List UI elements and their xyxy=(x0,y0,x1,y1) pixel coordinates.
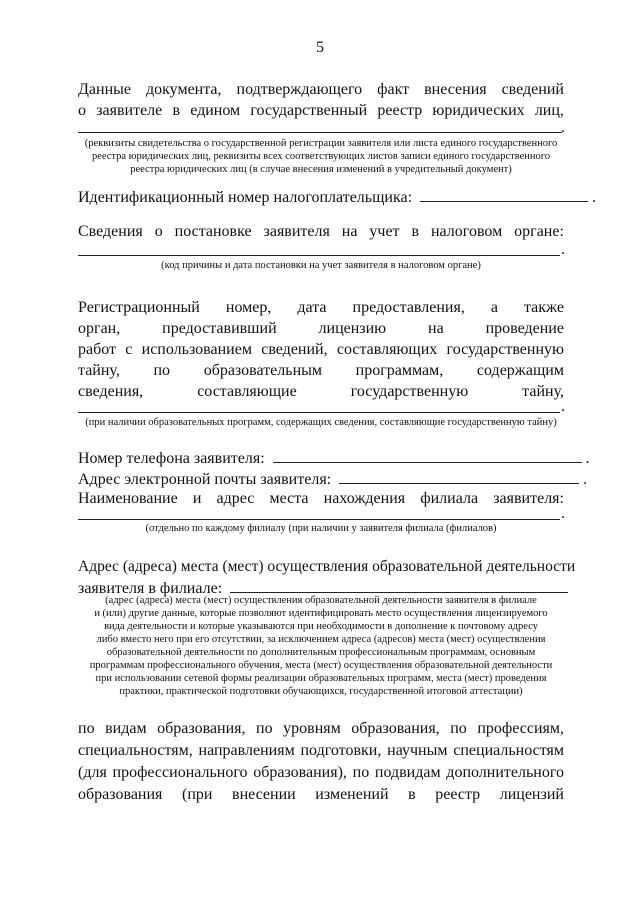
word: документа, xyxy=(145,81,222,98)
word: дата xyxy=(297,299,327,316)
word: заявителя xyxy=(263,223,330,240)
programs-line-2 xyxy=(78,741,564,761)
branch-address-note-1: (адрес (адреса) места (мест) осуществления образовательной деятельности заявителя в филиале xyxy=(105,595,537,606)
license-note: (при наличии образовательных программ, содержащих сведения, составляющие государственную тайну) xyxy=(85,417,557,428)
word: использованием xyxy=(141,341,252,358)
egrul-note-1: (реквизиты свидетельства о государственной регистрации заявителя или листа единого государственного xyxy=(84,138,558,149)
tax-note: (код причины и дата постановки на учет заявителя в налоговом органе) xyxy=(161,260,481,271)
word: работ xyxy=(78,341,117,358)
license-line-4 xyxy=(78,361,564,381)
word: специальностям xyxy=(453,742,564,759)
word: направлениям xyxy=(198,742,295,759)
word: профессиям, xyxy=(477,720,564,737)
word: лицензию xyxy=(318,320,387,337)
phone-field[interactable] xyxy=(273,447,582,463)
programs-line-1 xyxy=(78,719,564,739)
word: нахождения xyxy=(323,490,406,507)
word: образования, xyxy=(351,720,440,737)
word: заявителя: xyxy=(493,490,564,507)
word: по xyxy=(153,362,171,379)
license-line-5 xyxy=(78,382,564,402)
word: едином xyxy=(190,102,241,119)
branch-address-note-8: практики, практической подготовки обучающихся, государственной итоговой аттестации) xyxy=(119,686,523,697)
word: Регистрационный xyxy=(78,299,200,316)
word: образовательным xyxy=(203,362,322,379)
phone-row xyxy=(78,447,590,469)
tax-fill-end: . xyxy=(561,241,565,258)
inn-label: Идентификационный номер налогоплательщика: xyxy=(78,189,413,206)
word: юридических xyxy=(432,102,525,119)
word: государственную xyxy=(350,383,469,400)
word: учет xyxy=(369,223,400,240)
word: по xyxy=(256,720,273,737)
word: образования xyxy=(78,786,163,803)
word: сведений, xyxy=(261,341,328,358)
branch-fill-line[interactable] xyxy=(78,519,560,520)
word: сведения, xyxy=(78,383,144,400)
word: орган, xyxy=(78,320,121,337)
word: постановке xyxy=(174,223,252,240)
word: научным xyxy=(387,742,448,759)
word: уровням xyxy=(283,720,341,737)
branch-address-line-1: Адрес (адреса) места (мест) осуществления образовательной деятельности xyxy=(78,558,576,575)
word: образования), xyxy=(253,764,347,781)
word: проведение xyxy=(485,320,564,337)
phone-field-end: . xyxy=(585,450,590,467)
word: программам, xyxy=(355,362,444,379)
inn-field[interactable] xyxy=(420,186,588,202)
word: лиц, xyxy=(534,102,564,119)
word: видам xyxy=(105,720,147,737)
word: по xyxy=(352,764,370,781)
word: на xyxy=(428,320,444,337)
branch-address-note-5: образовательной деятельности по дополнительным профессиональным программам, основным xyxy=(106,647,536,658)
word: дополнительного xyxy=(446,764,564,781)
inn-field-end: . xyxy=(592,189,597,206)
word: изменений xyxy=(315,786,389,803)
word: филиала xyxy=(420,490,479,507)
word: специальностям, xyxy=(78,742,193,759)
license-fill-end: . xyxy=(561,398,565,415)
email-field[interactable] xyxy=(339,468,579,484)
branch-address-label: заявителя в филиале: xyxy=(78,580,223,597)
word: предоставления, xyxy=(352,299,465,316)
inn-row xyxy=(78,186,597,208)
word: на xyxy=(341,223,358,240)
word: предоставивший xyxy=(162,320,277,337)
tax-fill-line[interactable] xyxy=(78,255,560,256)
branch-address-note-6: программам профессионального обучения, места (мест) осуществления образовательной деятельности xyxy=(89,660,553,671)
word: факт xyxy=(377,81,410,98)
egrul-line-1 xyxy=(78,80,564,100)
phone-label: Номер телефона заявителя: xyxy=(78,450,265,467)
branch-note: (отдельно по каждому филиалу (при наличии у заявителя филиала (филиалов) xyxy=(145,523,497,534)
word: по xyxy=(450,720,467,737)
word: Сведения xyxy=(78,223,143,240)
word: реестр xyxy=(377,102,423,119)
word: лицензий xyxy=(499,786,564,803)
word: в xyxy=(172,102,181,119)
word: о xyxy=(78,102,86,119)
word: (для xyxy=(78,764,107,781)
word: в xyxy=(408,786,416,803)
license-line-1 xyxy=(78,298,564,318)
branch-address-note-3: вида деятельности и которые указываются при необходимости в дополнение к почтовому адресу xyxy=(104,621,538,632)
word: также xyxy=(523,299,564,316)
branch-fill-end: . xyxy=(561,505,565,522)
word: реестр xyxy=(435,786,481,803)
programs-line-4 xyxy=(78,785,564,805)
word: Наименование xyxy=(78,490,178,507)
branch-address-note-7: при использовании сетевой формы реализации образовательных программ, места (мест) проведения xyxy=(95,673,547,684)
egrul-note-2: реестра юридических лиц, реквизиты всех соответствующих листов записи единого государственного xyxy=(91,151,551,162)
programs-line-3 xyxy=(78,763,564,783)
license-line-3 xyxy=(78,340,564,360)
word: составляющих xyxy=(336,341,438,358)
word: внесения xyxy=(424,81,487,98)
word: заявителе xyxy=(96,102,163,119)
license-line-2 xyxy=(78,319,564,339)
word: профессионального xyxy=(112,764,248,781)
word: номер, xyxy=(225,299,272,316)
branch-address-field[interactable] xyxy=(230,577,568,593)
branch-address-note-2: и (или) другие данные, которые позволяют идентифицировать место осуществления лицензируемого xyxy=(94,608,548,619)
egrul-line-2 xyxy=(78,101,564,121)
word: сведений xyxy=(501,81,564,98)
page-number: 5 xyxy=(316,39,324,56)
word: тайну, xyxy=(522,383,564,400)
egrul-fill-line[interactable] xyxy=(78,132,562,133)
word: органе: xyxy=(514,223,564,240)
word: Данные xyxy=(78,81,131,98)
word: подвидам xyxy=(374,764,441,781)
word: подготовки, xyxy=(300,742,382,759)
branch-address-note-4: либо вместо него при его отсутствии, за исключением адреса (адресов) места (мест) осуществления xyxy=(96,634,546,645)
word: адрес xyxy=(216,490,255,507)
word: тайну, xyxy=(78,362,120,379)
word: по xyxy=(78,720,95,737)
word: государственный xyxy=(250,102,368,119)
egrul-note-3: реестра юридических лиц (в случае внесения изменений в учредительный документ) xyxy=(130,164,512,175)
email-row xyxy=(78,468,588,490)
tax-line-1 xyxy=(78,222,564,242)
license-fill-line[interactable] xyxy=(78,412,560,413)
word: государственную xyxy=(446,341,564,358)
word: содержащим xyxy=(476,362,564,379)
email-field-end: . xyxy=(583,471,588,488)
egrul-fill-end: . xyxy=(561,119,565,136)
branch-line xyxy=(78,489,564,509)
email-label: Адрес электронной почты заявителя: xyxy=(78,471,332,488)
word: составляющие xyxy=(197,383,297,400)
word: с xyxy=(125,341,133,358)
word: о xyxy=(154,223,163,240)
word: в xyxy=(411,223,420,240)
word: внесении xyxy=(232,786,296,803)
word: (при xyxy=(181,786,213,803)
word: подтверждающего xyxy=(236,81,363,98)
word: места xyxy=(269,490,309,507)
word: а xyxy=(490,299,498,316)
word: образования, xyxy=(157,720,246,737)
word: и xyxy=(192,490,202,507)
word: налоговом xyxy=(430,223,503,240)
